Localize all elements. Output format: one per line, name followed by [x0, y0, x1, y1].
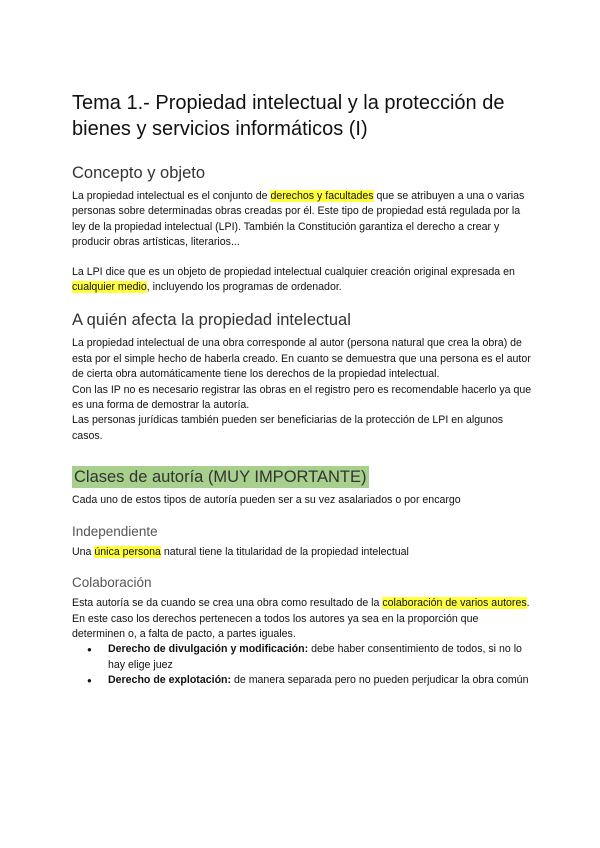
highlight-medio: cualquier medio [72, 281, 147, 294]
subheading-colaboracion: Colaboración [72, 575, 152, 591]
highlight-unica-persona: única persona [94, 545, 161, 558]
paragraph-independiente: Una única persona natural tiene la titularidad de la propiedad intelectual [72, 545, 409, 558]
paragraph-clases-intro: Cada uno de estos tipos de autoría pueden ser a su vez asalariados o por encargo [72, 494, 461, 507]
document-content [72, 90, 532, 689]
subheading-independiente: Independiente [72, 523, 158, 539]
paragraph-colaboracion-1: Esta autoría se da cuando se crea una obra como resultado de la colaboración de varios autores. [72, 597, 530, 610]
highlight-derechos: derechos y facultades [270, 190, 374, 202]
paragraph-afecta-3: Las personas jurídicas también pueden ser beneficiarias de la protección de LPI en algunos casos. [72, 414, 504, 442]
paragraph-afecta-1: La propiedad intelectual de una obra corresponde al autor (persona natural que crea la obra) de esta por el simple hecho de haberla creado. En cuanto se demuestra que una persona es el autor de cierta obra automáticamente tiene los derechos de la propiedad intelectual. [72, 337, 531, 381]
paragraph-concepto-1: La propiedad intelectual es el conjunto de derechos y facultades que se atribuyen a una o varias personas sobre determinadas obras creadas por él. Este tipo de propiedad está regulada por la ley de la propiedad intelectual (LPI). También la Constitución garantiza el derecho a crear y producir obras artísticas, literarios... [72, 190, 525, 249]
highlight-colaboracion: colaboración de varios autores [382, 597, 527, 610]
section-heading-clases: Clases de autoría (MUY IMPORTANTE) [74, 468, 367, 487]
paragraph-colaboracion-2: En este caso los derechos pertenecen a todos los autores ya sea en la proporción que determinen o, a falta de pacto, a partes iguales. [72, 612, 479, 640]
list-item: ● Derecho de divulgación y modificación: debe haber consentimiento de todos, si no lo hay elige juez [108, 642, 532, 673]
section-heading-afecta: A quién afecta la propiedad intelectual [72, 311, 351, 330]
paragraph-concepto-2: La LPI dice que es un objeto de propiedad intelectual cualquier creación original expresada en cualquier medio, incluyendo los programas de ordenador. [72, 265, 515, 294]
document-title: Tema 1.- Propiedad intelectual y la protección de bienes y servicios informáticos (I) [72, 92, 505, 140]
bullet-list [72, 642, 532, 688]
section-heading-concepto: Concepto y objeto [72, 164, 206, 182]
list-item: ● Derecho de explotación: de manera separada pero no pueden perjudicar la obra común [108, 673, 532, 688]
paragraph-afecta-2: Con las IP no es necesario registrar las obras en el registro pero es recomendable hacerlo ya que es una forma de demostrar la autoría. [72, 383, 532, 412]
